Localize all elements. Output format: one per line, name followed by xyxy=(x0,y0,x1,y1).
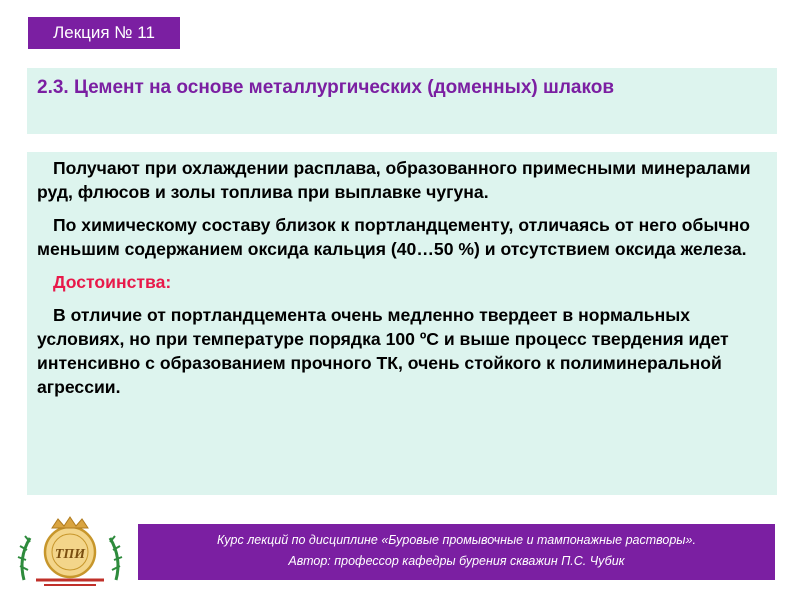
lecture-number-badge: Лекция № 11 xyxy=(28,17,180,49)
paragraph-advantages: В отличие от портландцемента очень медленно твердеет в нормальных условиях, но при температуре порядка 100 ºС и выше процесс твердения идет интенсивно с образованием прочного ТК, очень стойкого к полиминеральной агрессии. xyxy=(37,305,729,397)
advantages-heading: Достоинства: xyxy=(53,272,172,292)
footer-course-title: Курс лекций по дисциплине «Буровые промывочные и тампонажные растворы». xyxy=(217,533,696,547)
footer-course-info xyxy=(138,524,775,580)
footer-author: Автор: профессор кафедры бурения скважин П.С. Чубик xyxy=(288,554,625,568)
slide-body xyxy=(27,152,777,495)
slide-title: 2.3. Цемент на основе металлургических (доменных) шлаков xyxy=(27,68,777,134)
emblem-monogram: ТПИ xyxy=(54,547,86,562)
paragraph-origin: Получают при охлаждении расплава, образованного примесными минералами руд, флюсов и золы топлива при выплавке чугуна. xyxy=(37,158,751,202)
paragraph-composition: По химическому составу близок к портландцементу, отличаясь от него обычно меньшим содержанием оксида кальция (40…50 %) и отсутствием оксида железа. xyxy=(37,215,750,259)
university-emblem-icon xyxy=(14,514,126,590)
